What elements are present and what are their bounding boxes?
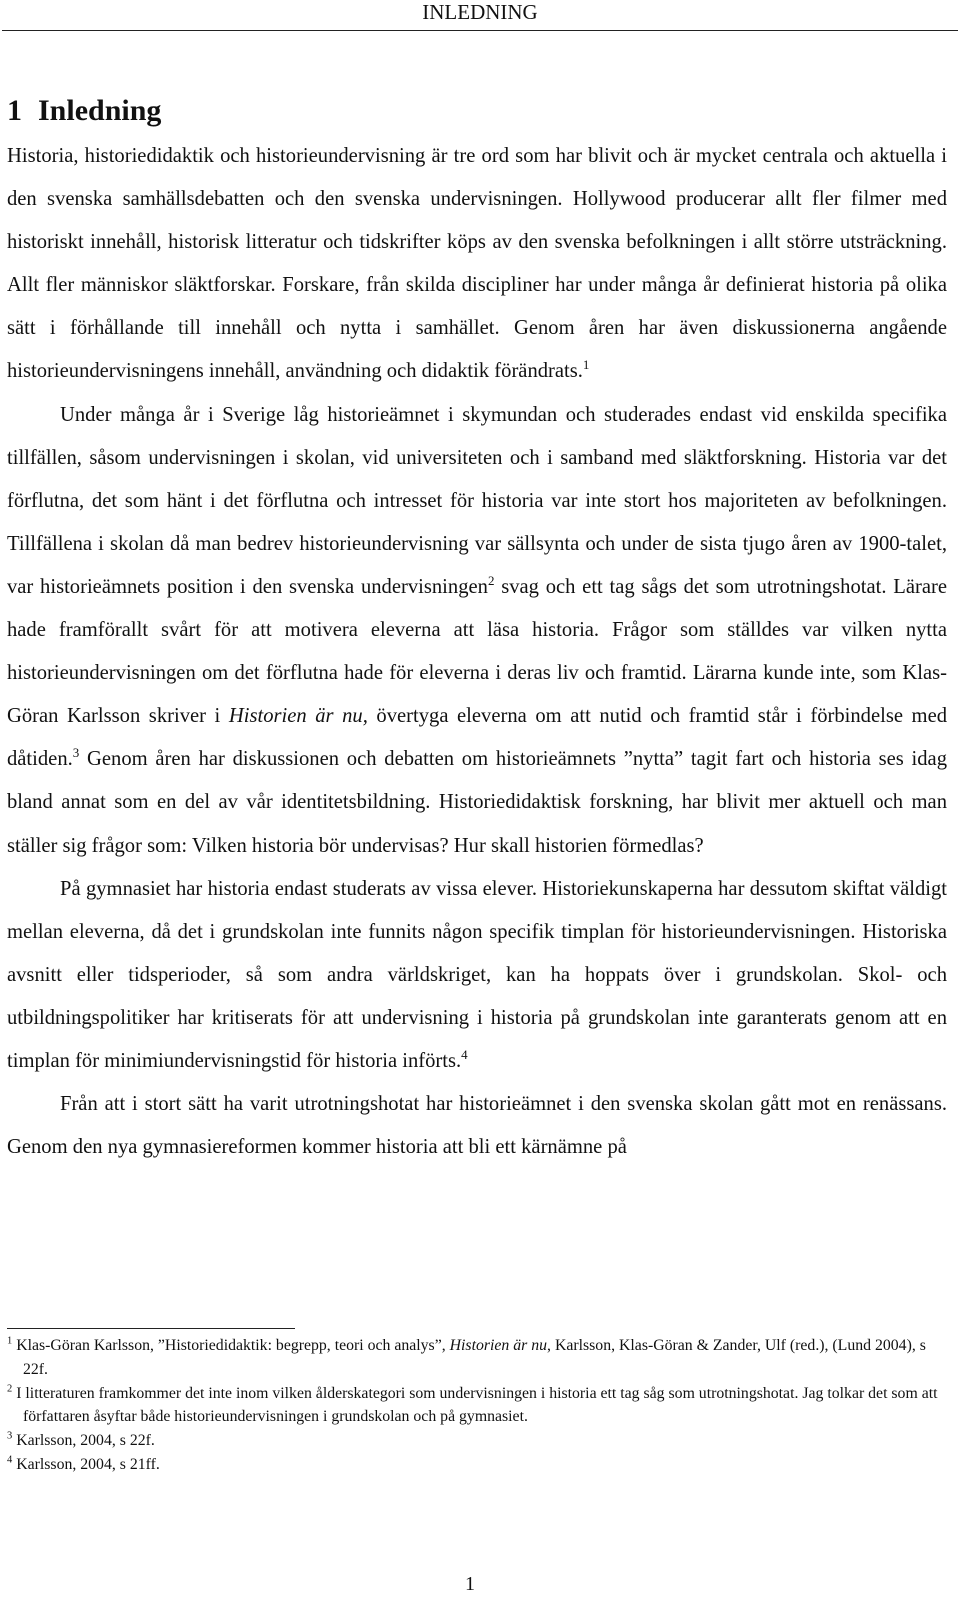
- chapter-title: Inledning: [38, 94, 162, 127]
- paragraph-2-text-d: Genom åren har diskussionen och debatten om historieämnets ”nytta” tagit fart och historia ses idag bland annat som en del av vår identitetsbildning. Historiedidaktisk forskning, har blivit mer aktuell och man ställer sig frågor som: Vilken historia bör undervisas? Hur skall historien förmedlas?: [7, 748, 947, 857]
- footnotes: [7, 1334, 942, 1477]
- chapter-number: 1: [7, 94, 22, 127]
- footnote-1: [7, 1334, 942, 1382]
- footnote-3-text: Karlsson, 2004, s 22f.: [16, 1432, 155, 1450]
- footnote-ref-3: 3: [72, 745, 80, 761]
- paragraph-3: [7, 868, 947, 1083]
- running-header: INLEDNING: [422, 0, 538, 24]
- footnote-ref-2: 2: [487, 573, 495, 589]
- paragraph-2: [7, 394, 947, 868]
- footnote-2-number: 2: [7, 1383, 13, 1395]
- paragraph-2-text-a: Under många år i Sverige låg historieämnet i skymundan och studerades endast vid enskilda specifika tillfällen, såsom undervisningen i skolan, vid universiteten och i samband med släktforskning. Historia var det förflutna, det som hänt i det förflutna och intresset för historia var inte stort hos majoriteten av befolkningen. Tillfällena i skolan då man bedrev historieundervisning var sällsynta och under de sista tjugo åren av 1900-talet, var historieämnets position i den svenska undervisningen: [7, 403, 947, 598]
- footnote-1-text-a: Klas-Göran Karlsson, ”Historiedidaktik: begrepp, teori och analys”,: [16, 1337, 450, 1354]
- chapter-heading: [7, 93, 161, 129]
- page-number: 1: [465, 1573, 475, 1595]
- paragraph-3-text: På gymnasiet har historia endast studerats av vissa elever. Historiekunskaperna har dessutom skiftat väldigt mellan eleverna, då det i grundskolan inte funnits någon specifik timplan för historieundervisningen. Historiska avsnitt eller tidsperioder, så som andra världskriget, kan ha hoppats över i grundskolan. Skol- och utbildningspolitiker har kritiserats för att undervisning i historia på grundskolan inte garanterats genom att en timplan för minimiundervisningstid för historia införts.: [7, 877, 947, 1072]
- footnote-ref-1: 1: [582, 357, 590, 373]
- footnote-4-number: 4: [7, 1454, 13, 1466]
- footnote-2: [7, 1382, 942, 1430]
- paragraph-1: [7, 135, 947, 394]
- footnote-1-number: 1: [7, 1335, 13, 1347]
- paragraph-4: [7, 1083, 947, 1169]
- paragraph-2-text-b: svag och ett tag sågs det som utrotningshotat. Lärare hade framförallt svårt för att motivera eleverna att läsa historia. Frågor som ställdes var vilken nytta historieundervisningen om det förflutna hade för eleverna i deras liv och framtid. Lärarna kunde inte, som Klas- Göran Karlsson skriver i: [7, 575, 947, 728]
- footnote-1-text-b: , Karlsson, Klas-Göran & Zander, Ulf (red.), (Lund 2004), s 22f.: [23, 1337, 926, 1378]
- paragraph-4-text: Från att i stort sätt ha varit utrotningshotat har historieämnet i den svenska skolan gått mot en renässans. Genom den nya gymnasiereformen kommer historia att bli ett kärnämne på: [7, 1093, 947, 1159]
- paragraph-1-text: Historia, historiedidaktik och historieundervisning är tre ord som har blivit och är mycket centrala och aktuella i den svenska samhällsdebatten och den svenska undervisningen. Hollywood producerar allt fler filmer med historiskt innehåll, historisk litteratur och tidskrifter köps av den svenska befolkningen i allt större utsträckning. Allt fler människor släktforskar. Forskare, från skilda discipliner har under många år definierat historia på olika sätt i förhållande till innehåll och nytta i samhället. Genom åren har även diskussionerna angående historieundervisningens innehåll, användning och didaktik förändrats.: [7, 145, 947, 383]
- header-rule: [2, 30, 958, 31]
- footnote-4-text: Karlsson, 2004, s 21ff.: [16, 1455, 160, 1473]
- footnote-rule: [7, 1328, 295, 1329]
- footnote-3: [7, 1429, 942, 1453]
- paragraph-2-text-c: övertyga eleverna om att nutid och framtid står i förbindelse med dåtiden.: [7, 705, 948, 771]
- footnote-3-number: 3: [7, 1430, 13, 1442]
- footnote-ref-4: 4: [461, 1047, 468, 1063]
- book-title: Historien är nu,: [228, 705, 368, 728]
- footnote-4: [7, 1453, 942, 1477]
- footnote-1-title: Historien är nu: [449, 1337, 548, 1354]
- body-text: [7, 135, 947, 1169]
- footnote-2-text: I litteraturen framkommer det inte inom vilken ålderskategori som undervisningen i historia ett tag såg som utrotningshotat. Jag tolkar det som att författaren åsyftar både historieundervisningen i grundskolan och på gymnasiet.: [16, 1384, 938, 1426]
